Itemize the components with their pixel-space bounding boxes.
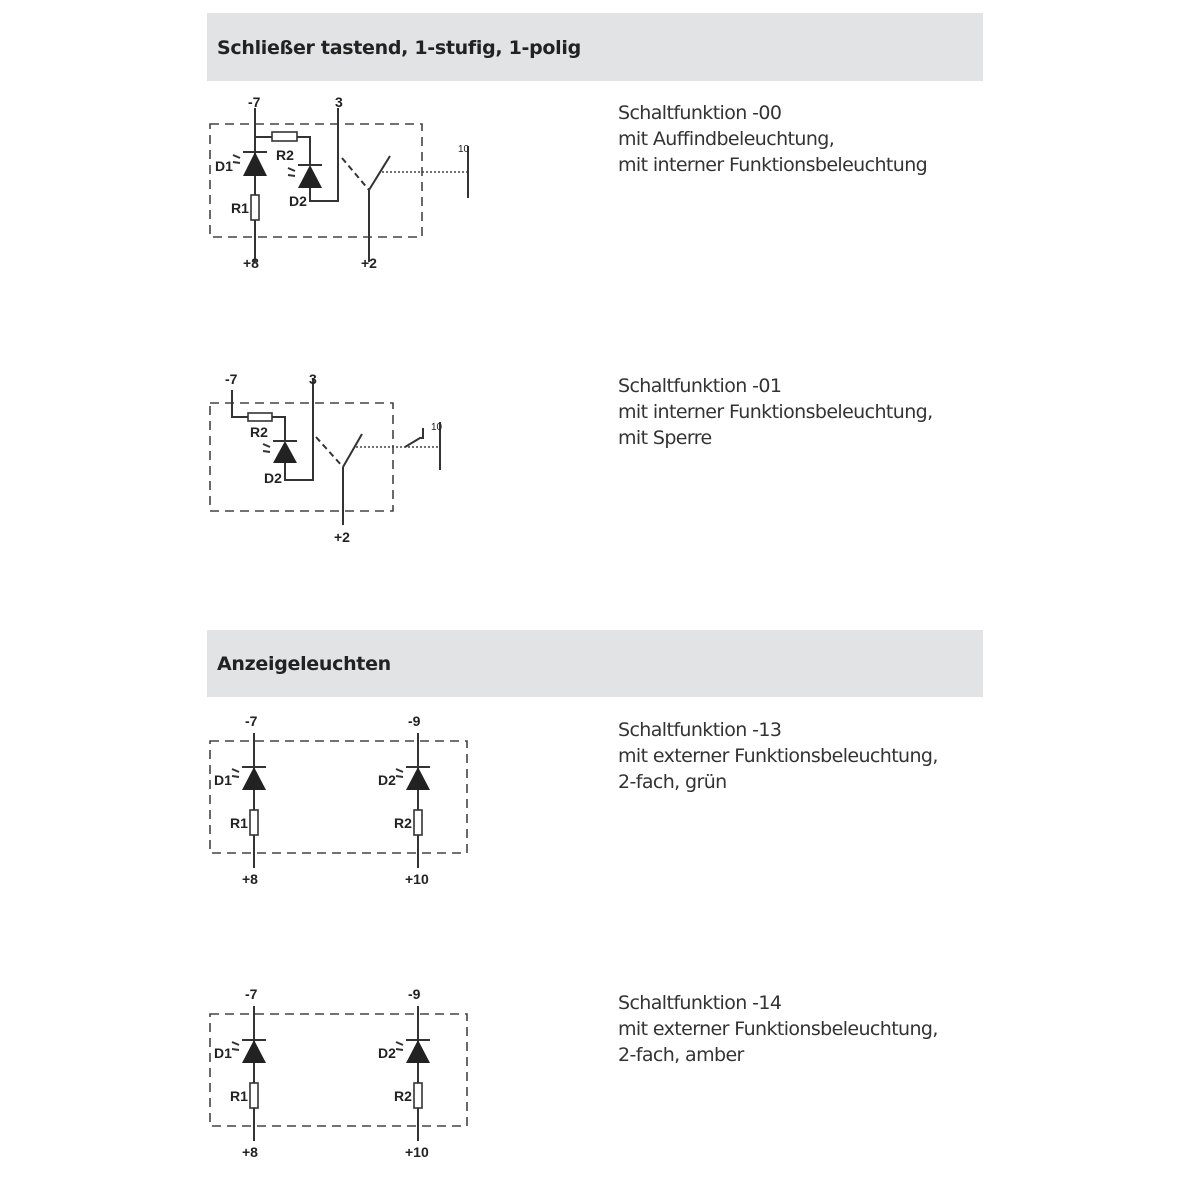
circuit-diagram-14 <box>210 986 467 1160</box>
component-label: D2 <box>378 772 396 788</box>
terminal-label: 10 <box>458 144 470 155</box>
section-title: Anzeigeleuchten <box>217 653 391 675</box>
component-label: D2 <box>264 470 282 486</box>
function-title: Schaltfunktion -01 <box>618 375 782 397</box>
led-d1 <box>232 767 266 790</box>
component-label: R1 <box>231 200 249 216</box>
resistor-r2 <box>272 132 297 141</box>
component-label: R1 <box>230 815 248 831</box>
lock-icon <box>405 428 423 447</box>
switch-contact <box>316 437 343 467</box>
terminal-label: +10 <box>405 871 429 887</box>
function-line: mit Sperre <box>618 427 712 449</box>
housing-outline <box>210 741 467 853</box>
section-title: Schließer tastend, 1-stufig, 1-polig <box>217 37 581 59</box>
led-d1 <box>232 1040 266 1063</box>
function-line: mit interner Funktionsbeleuchtung, <box>618 401 933 423</box>
component-label: D1 <box>214 1045 232 1061</box>
function-title: Schaltfunktion -13 <box>618 719 782 741</box>
led-d2 <box>396 767 430 790</box>
terminal-label: -7 <box>245 713 258 729</box>
terminal-label: 3 <box>335 94 343 110</box>
component-label: R2 <box>250 424 268 440</box>
component-label: R2 <box>276 147 294 163</box>
resistor-r1 <box>250 1083 258 1108</box>
component-label: D2 <box>378 1045 396 1061</box>
component-label: D1 <box>214 772 232 788</box>
led-d2 <box>263 441 297 463</box>
component-label: R1 <box>230 1088 248 1104</box>
switch-contact <box>342 158 369 190</box>
resistor-r1 <box>250 810 258 835</box>
function-line: 2-fach, amber <box>618 1044 744 1066</box>
component-label: R2 <box>394 1088 412 1104</box>
terminal-label: -9 <box>408 713 421 729</box>
terminal-label: +2 <box>334 529 350 545</box>
terminal-label: +10 <box>405 1144 429 1160</box>
circuit-diagram-00 <box>210 94 470 271</box>
terminal-label: -7 <box>248 94 261 110</box>
function-line: mit externer Funktionsbeleuchtung, <box>618 1018 938 1040</box>
terminal-label: +2 <box>361 255 377 271</box>
housing-outline <box>210 403 393 511</box>
terminal-label: 3 <box>309 371 317 387</box>
component-label: D2 <box>289 193 307 209</box>
housing-outline <box>210 1014 467 1126</box>
function-line: mit Auffindbeleuchtung, <box>618 128 835 150</box>
led-d1 <box>233 152 267 176</box>
terminal-label: -9 <box>408 986 421 1002</box>
component-label: D1 <box>215 158 233 174</box>
terminal-label: +8 <box>243 255 259 271</box>
circuit-diagram-01 <box>210 371 443 545</box>
component-label: R2 <box>394 815 412 831</box>
resistor-r2 <box>414 810 422 835</box>
led-d2 <box>396 1040 430 1063</box>
terminal-label: +8 <box>242 1144 258 1160</box>
function-line: 2-fach, grün <box>618 771 727 793</box>
resistor-r1 <box>251 195 259 220</box>
function-title: Schaltfunktion -00 <box>618 102 782 124</box>
terminal-label: -7 <box>245 986 258 1002</box>
function-title: Schaltfunktion -14 <box>618 992 782 1014</box>
terminal-label: 10 <box>431 422 443 433</box>
resistor-r2 <box>248 413 272 421</box>
function-line: mit externer Funktionsbeleuchtung, <box>618 745 938 767</box>
function-line: mit interner Funktionsbeleuchtung <box>618 154 928 176</box>
resistor-r2 <box>414 1083 422 1108</box>
terminal-label: +8 <box>242 871 258 887</box>
led-d2 <box>288 165 322 188</box>
circuit-diagram-13 <box>210 713 467 887</box>
terminal-label: -7 <box>225 371 238 387</box>
